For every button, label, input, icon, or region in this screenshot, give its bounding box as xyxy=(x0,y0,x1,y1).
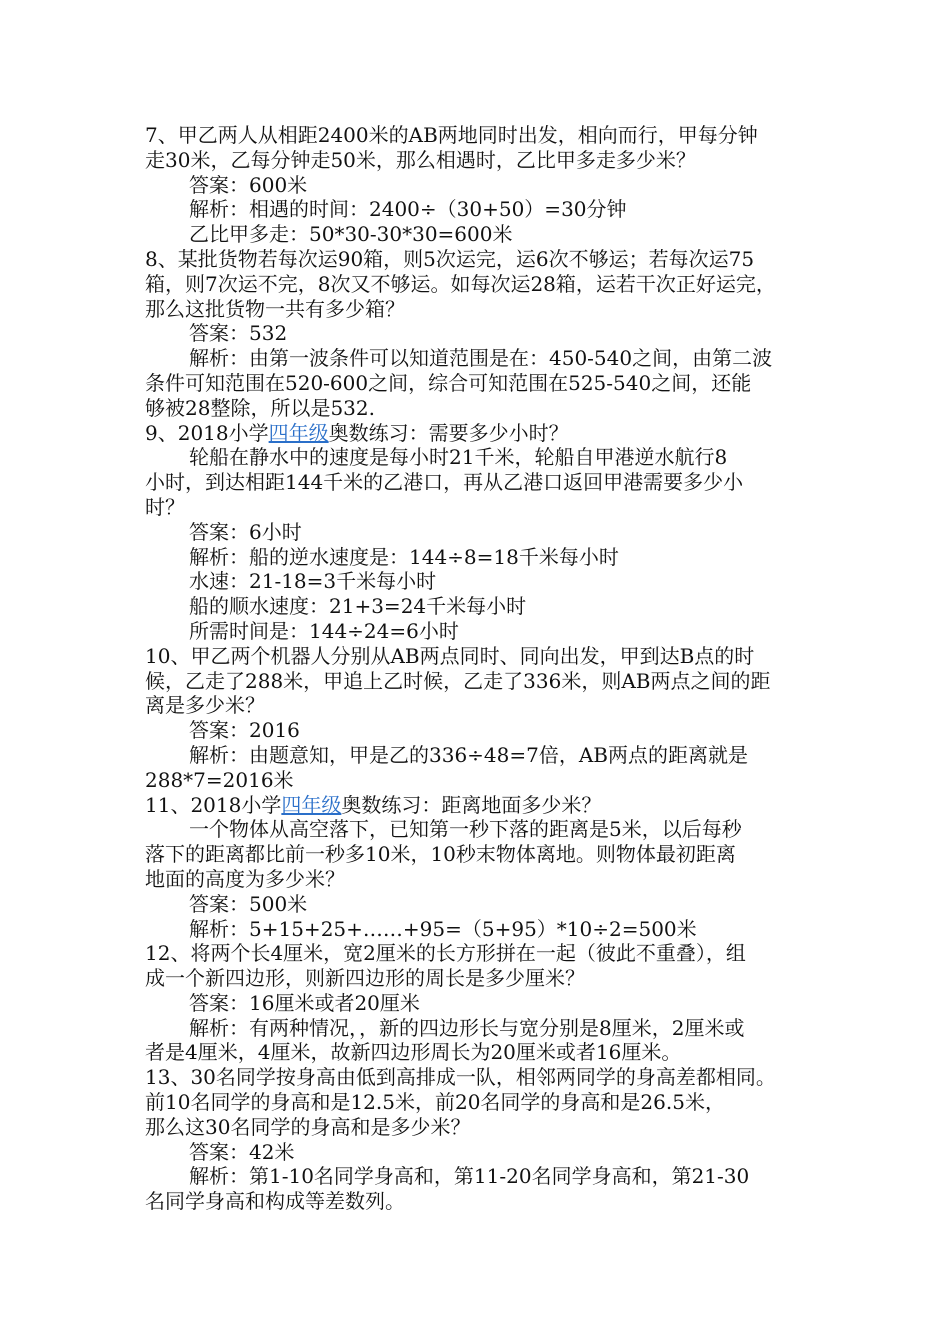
text-line: 落下的距离都比前一秒多10米，10秒末物体离地。则物体最初距离 xyxy=(145,842,736,867)
text-line: 解析：由题意知，甲是乙的336÷48=7倍，AB两点的距离就是 xyxy=(189,742,749,767)
text-line: 时？ xyxy=(145,494,185,519)
text-line: 所需时间是：144÷24=6小时 xyxy=(189,618,459,643)
grade-link[interactable]: 四年级 xyxy=(281,792,342,817)
text-line: 解析：5+15+25+……+95=（5+95）*10÷2=500米 xyxy=(189,916,697,941)
text-line: 10、甲乙两个机器人分别从AB两点同时、同向出发，甲到达B点的时 xyxy=(145,643,755,668)
text-line: 答案：16厘米或者20厘米 xyxy=(189,990,420,1015)
text-line: 候，乙走了288米，甲追上乙时候，乙走了336米，则AB两点之间的距 xyxy=(145,668,771,693)
text-line: 够被28整除，所以是532. xyxy=(145,395,375,420)
text-line: 成一个新四边形，则新四边形的周长是多少厘米？ xyxy=(145,966,585,991)
text-line: 船的顺水速度：21+3=24千米每小时 xyxy=(189,594,527,619)
text-line: 解析：第1-10名同学身高和，第11-20名同学身高和，第21-30 xyxy=(189,1164,750,1189)
text-line: 小时，到达相距144千米的乙港口，再从乙港口返回甲港需要多少小 xyxy=(145,470,744,495)
text-line: 水速：21-18=3千米每小时 xyxy=(189,569,437,594)
line-text-after-link: 奥数练习：需要多少小时？ xyxy=(328,420,569,445)
text-line: 那么这30名同学的身高和是多少米？ xyxy=(145,1114,471,1139)
text-line: 答案：2016 xyxy=(189,718,300,743)
text-line: 地面的高度为多少米？ xyxy=(145,866,345,891)
line-text-before-link: 11、2018小学 xyxy=(145,792,282,817)
text-line: 一个物体从高空落下，已知第一秒下落的距离是5米，以后每秒 xyxy=(189,817,742,842)
text-line: 答案：600米 xyxy=(189,172,308,197)
text-line: 288*7=2016米 xyxy=(145,767,294,792)
text-line: 离是多少米？ xyxy=(145,693,265,718)
text-line: 12、将两个长4厘米，宽2厘米的长方形拼在一起（彼此不重叠），组 xyxy=(145,941,746,966)
text-line xyxy=(145,421,815,446)
text-line: 答案：500米 xyxy=(189,891,308,916)
text-line: 解析：有两种情况，，新的四边形长与宽分别是8厘米，2厘米或 xyxy=(189,1015,745,1040)
text-line: 乙比甲多走：50*30-30*30=600米 xyxy=(189,222,513,247)
text-line: 解析：由第一波条件可以知道范围是在：450-540之间，由第二波 xyxy=(189,346,773,371)
text-line: 8、某批货物若每次运90箱，则5次运完，运6次不够运；若每次运75 xyxy=(145,246,755,271)
text-line: 答案：532 xyxy=(189,321,288,346)
text-line: 解析：船的逆水速度是：144÷8=18千米每小时 xyxy=(189,544,619,569)
text-line: 箱，则7次运不完，8次又不够运。如每次运28箱，运若干次正好运完， xyxy=(145,271,776,296)
line-text-after-link: 奥数练习：距离地面多少米？ xyxy=(341,792,602,817)
text-line xyxy=(145,793,815,818)
text-line: 者是4厘米，4厘米，故新四边形周长为20厘米或者16厘米。 xyxy=(145,1040,682,1065)
text-line: 轮船在静水中的速度是每小时21千米，轮船自甲港逆水航行8 xyxy=(189,445,728,470)
text-line: 答案：6小时 xyxy=(189,519,302,544)
text-line: 答案：42米 xyxy=(189,1139,295,1164)
document-body xyxy=(145,123,815,1214)
text-line: 前10名同学的身高和是12.5米，前20名同学的身高和是26.5米， xyxy=(145,1090,725,1115)
line-text-before-link: 9、2018小学 xyxy=(145,420,269,445)
grade-link[interactable]: 四年级 xyxy=(268,420,329,445)
text-line: 条件可知范围在520-600之间，综合可知范围在525-540之间，还能 xyxy=(145,370,752,395)
text-line: 13、30名同学按身高由低到高排成一队，相邻两同学的身高差都相同。 xyxy=(145,1065,776,1090)
text-line: 解析：相遇的时间：2400÷（30+50）=30分钟 xyxy=(189,197,627,222)
text-line: 名同学身高和构成等差数列。 xyxy=(145,1189,405,1214)
text-line: 那么这批货物一共有多少箱？ xyxy=(145,296,405,321)
text-line: 7、甲乙两人从相距2400米的AB两地同时出发，相向而行，甲每分钟 xyxy=(145,123,758,147)
text-line: 走30米，乙每分钟走50米，那么相遇时，乙比甲多走多少米？ xyxy=(145,147,696,172)
